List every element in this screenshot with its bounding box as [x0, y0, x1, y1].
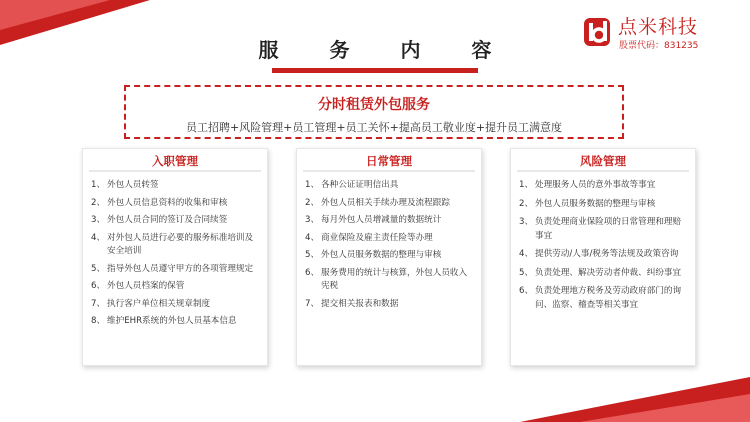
list-item: 6、 服务费用的统计与核算，外包人员收入宪税	[305, 267, 468, 291]
list-item: 6、 外包人员档案的保管	[91, 281, 185, 291]
list-item: 1、 处理服务人员的意外事故等事宜	[519, 180, 656, 190]
list-item: 6、 负责处理地方税务及劳动政府部门的询问、监察、稽查等相关事宜	[519, 286, 682, 310]
list-item: 2、 外包人员服务数据的整理与审核	[519, 198, 656, 209]
card-onboarding-management	[82, 148, 268, 366]
list-item: 5、 外包人员服务数据的整理与审核	[305, 250, 442, 260]
list-item: 2、 外包人员信息资料的收集和审核	[91, 197, 228, 208]
list-item: 5、 负责处理、解决劳动者仲裁、纠纷事宜	[519, 267, 682, 278]
list-item: 1、 外包人员转签	[91, 180, 159, 190]
stock-code: 股票代码：831235	[619, 41, 699, 51]
list-item: 4、 商业保险及雇主责任险等办理	[305, 232, 433, 243]
list-item: 7、 提交相关报表和数据	[305, 298, 399, 309]
page-title: 服 务 内 容	[258, 38, 514, 62]
service-items: 员工招聘+风险管理+员工管理+员工关怀+提高员工敬业度+提升员工满意度	[185, 121, 563, 134]
list-item: 4、 对外包人员进行必要的服务标准培训及安全培训	[91, 232, 254, 256]
card-divider	[517, 170, 689, 172]
service-summary-box	[124, 85, 624, 139]
list-item: 1、 各种公证证明信出具	[305, 180, 399, 190]
corner-decoration-bottom-right-light	[580, 394, 750, 422]
card-list	[511, 179, 695, 312]
list-item: 2、 外包人员相关手续办理及流程跟踪	[305, 197, 450, 208]
card-title: 风险管理	[580, 154, 626, 168]
list-item: 7、 执行客户单位相关规章制度	[91, 298, 211, 309]
card-daily-management	[296, 148, 482, 366]
service-title: 分时租赁外包服务	[318, 97, 430, 113]
card-title: 日常管理	[366, 154, 412, 168]
list-item: 5、 指导外包人员遵守甲方的各项管理规定	[91, 263, 254, 274]
card-list	[83, 179, 267, 329]
logo-company-name: 点米科技	[618, 16, 699, 38]
card-divider	[89, 170, 261, 172]
list-item: 4、 提供劳动/人事/税务等法规及政策咨询	[519, 249, 679, 259]
card-title: 入职管理	[152, 154, 198, 168]
card-list	[297, 179, 481, 311]
card-divider	[303, 170, 475, 172]
list-item: 3、 每月外包人员增减量的数据统计	[305, 215, 442, 225]
corner-decoration-top-left-light	[0, 0, 110, 30]
list-item: 3、 外包人员合同的签订及合同续签	[91, 215, 228, 225]
list-item: 3、 负责处理商业保险项的日常管理和理赔事宜	[519, 217, 682, 241]
list-item: 8、 维护EHR系统的外包人员基本信息	[91, 316, 237, 326]
card-risk-management	[510, 148, 696, 366]
title-underline	[272, 68, 478, 73]
